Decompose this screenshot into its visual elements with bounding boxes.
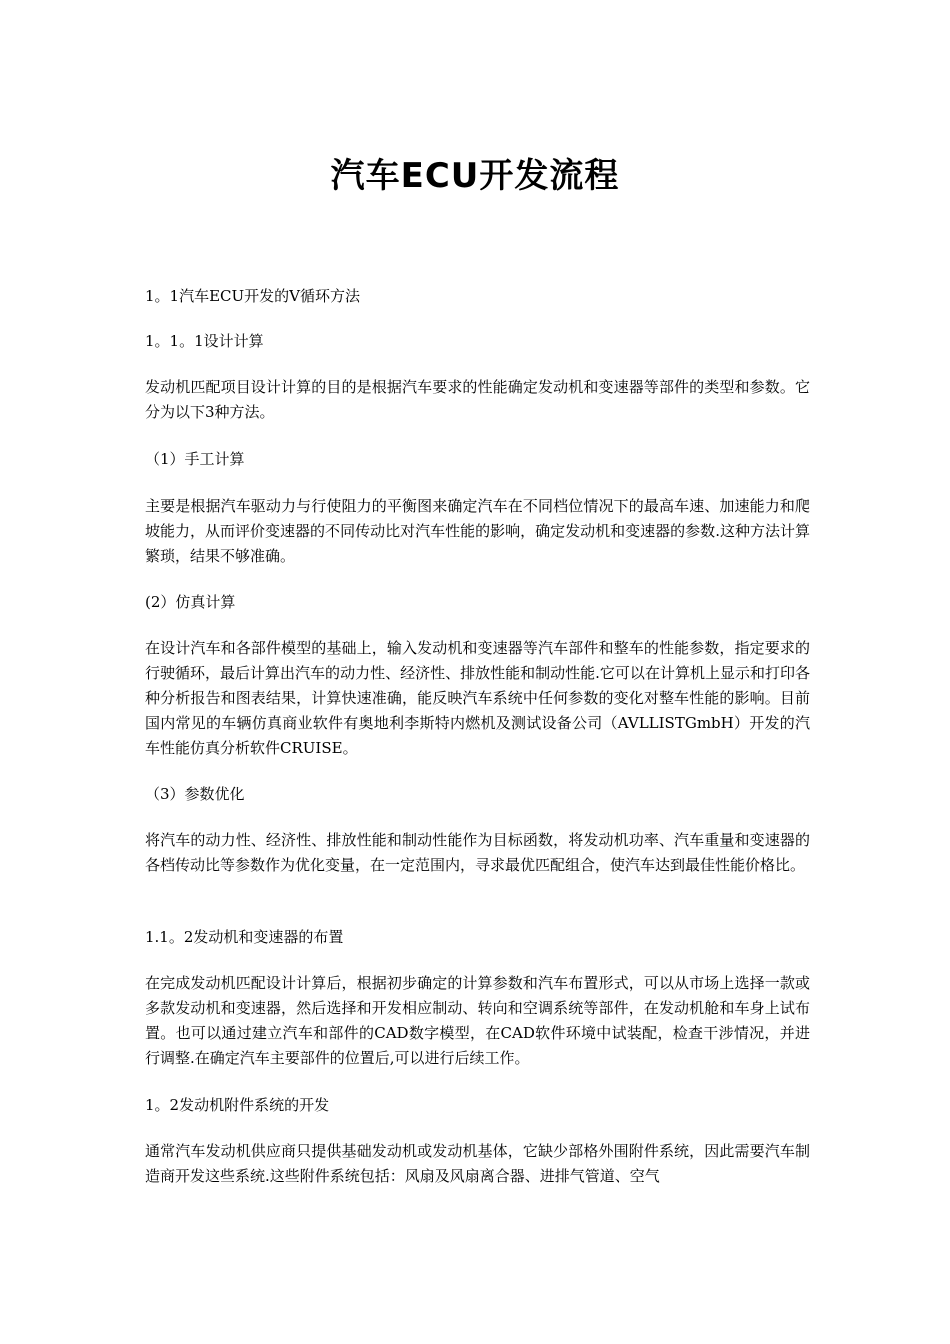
- paragraph-optimization: 将汽车的动力性、经济性、排放性能和制动性能作为目标函数，将发动机功率、汽车重量和变速器的各档传动比等参数作为优化变量，在一定范围内，寻求最优匹配组合，使汽车达到最佳性能价格比。: [145, 831, 810, 874]
- paragraph-design-calculation: 发动机匹配项目设计计算的目的是根据汽车要求的性能确定发动机和变速器等部件的类型和参数。它分为以下3种方法。: [145, 378, 810, 421]
- paragraph-manual-calculation: 主要是根据汽车驱动力与行使阻力的平衡图来确定汽车在不同档位情况下的最高车速、加速能力和爬坡能力，从而评价变速器的不同传动比对汽车性能的影响，确定发动机和变速器的参数.这种方法计算繁琐，结果不够准确。: [145, 497, 810, 565]
- method-heading-optimization: （3）参数优化: [145, 785, 245, 803]
- document-title: 汽车ECU开发流程: [330, 156, 620, 196]
- paragraph-accessory-systems: 通常汽车发动机供应商只提供基础发动机或发动机基体，它缺少部格外围附件系统，因此需要汽车制造商开发这些系统.这些附件系统包括：风扇及风扇离合器、进排气管道、空气: [145, 1142, 810, 1185]
- method-heading-manual: （1）手工计算: [145, 450, 245, 468]
- method-heading-simulation: (2）仿真计算: [145, 593, 236, 611]
- paragraph-layout: 在完成发动机匹配设计计算后，根据初步确定的计算参数和汽车布置形式，可以从市场上选择一款或多款发动机和变速器，然后选择和开发相应制动、转向和空调系统等部件，在发动机舱和车身上试布置。也可以通过建立汽车和部件的CAD数字模型，在CAD软件环境中试装配，检查干涉情况，并进行调整.在确定汽车主要部件的位置后,可以进行后续工作。: [145, 974, 810, 1067]
- section-heading-1-1: 1。1汽车ECU开发的V循环方法: [145, 287, 360, 305]
- paragraph-simulation: 在设计汽车和各部件模型的基础上，输入发动机和变速器等汽车部件和整车的性能参数，指定要求的行驶循环，最后计算出汽车的动力性、经济性、排放性能和制动性能.它可以在计算机上显示和打印各种分析报告和图表结果，计算快速准确，能反映汽车系统中任何参数的变化对整车性能的影响。目前国内常见的车辆仿真商业软件有奥地利李斯特内燃机及测试设备公司（AVLLISTGmbH）开发的汽车性能仿真分析软件CRUISE。: [145, 639, 810, 757]
- subsection-heading-1-1-1: 1。1。1设计计算: [145, 332, 264, 350]
- section-heading-1-2: 1。2发动机附件系统的开发: [145, 1096, 330, 1114]
- subsection-heading-1-1-2: 1.1。2发动机和变速器的布置: [145, 928, 344, 946]
